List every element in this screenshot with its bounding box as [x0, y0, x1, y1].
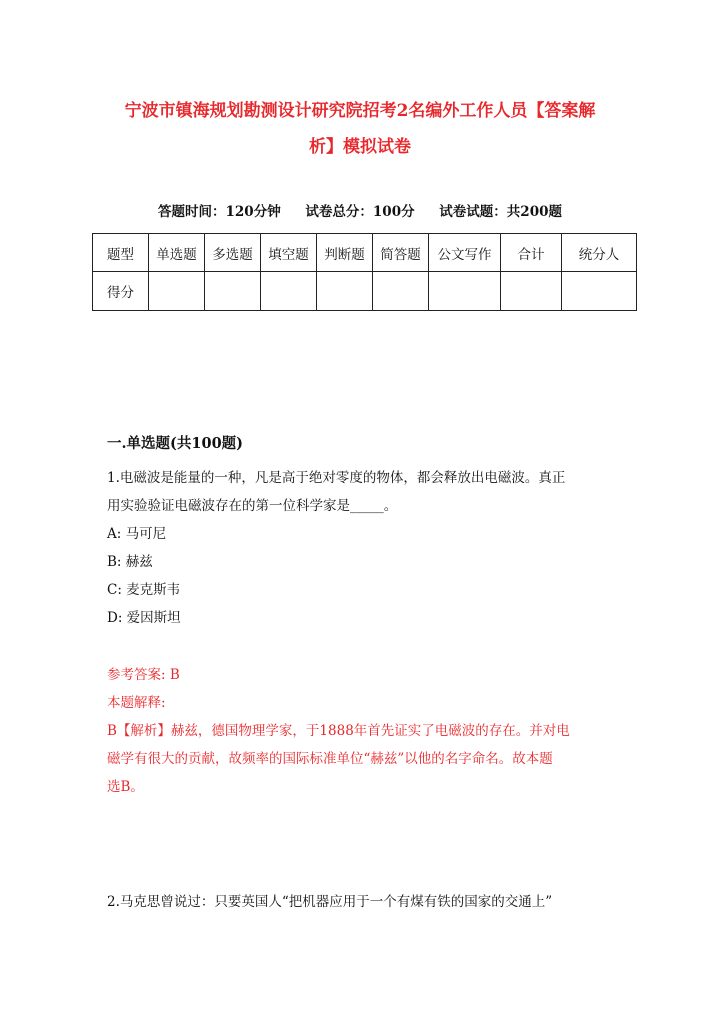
header-cell: 判断题	[317, 234, 373, 272]
header-cell: 简答题	[373, 234, 429, 272]
section-heading: 一.单选题(共100题)	[107, 435, 244, 452]
score-cell	[501, 272, 562, 311]
score-cell	[149, 272, 205, 311]
header-cell: 合计	[501, 234, 562, 272]
exam-score: 试卷总分：100分	[305, 204, 415, 220]
row-label: 得分	[93, 272, 149, 311]
question-1-text: 用实验验证电磁波存在的第一位科学家是_____。	[107, 498, 398, 514]
question-2-text: 2.马克思曾说过：只要英国人“把机器应用于一个有煤有铁的国家的交通上”	[107, 894, 553, 910]
score-cell	[562, 272, 637, 311]
question-1-text: 1.电磁波是能量的一种，凡是高于绝对零度的物体，都会释放出电磁波。真正	[107, 470, 566, 486]
score-cell	[373, 272, 429, 311]
table-score-row	[93, 272, 637, 311]
header-cell: 多选题	[205, 234, 261, 272]
header-cell: 统分人	[562, 234, 637, 272]
option-a: A: 马可尼	[107, 526, 167, 542]
exam-count: 试卷试题：共200题	[439, 204, 562, 220]
doc-title-line2: 析】模拟试卷	[309, 137, 411, 157]
explain-text: B【解析】赫兹，德国物理学家，于1888年首先证实了电磁波的存在。并对电	[107, 723, 570, 739]
explain-text: 选B。	[107, 779, 144, 795]
table-header-row	[93, 234, 637, 272]
header-cell: 公文写作	[429, 234, 501, 272]
doc-title-line1: 宁波市镇海规划勘测设计研究院招考2名编外工作人员【答案解	[124, 101, 596, 121]
exam-time: 答题时间：120分钟	[158, 204, 281, 220]
score-cell	[261, 272, 317, 311]
exam-meta	[0, 200, 720, 220]
explain-text: 磁学有很大的贡献，故频率的国际标准单位“赫兹”以他的名字命名。故本题	[107, 751, 553, 767]
header-cell: 题型	[93, 234, 149, 272]
header-cell: 单选题	[149, 234, 205, 272]
answer: 参考答案: B	[107, 667, 180, 683]
explain-label: 本题解释:	[107, 695, 166, 711]
option-c: C: 麦克斯韦	[107, 582, 181, 598]
option-b: B: 赫兹	[107, 554, 153, 570]
option-d: D: 爱因斯坦	[107, 610, 181, 626]
score-cell	[205, 272, 261, 311]
header-cell: 填空题	[261, 234, 317, 272]
score-table	[92, 233, 637, 311]
score-cell	[317, 272, 373, 311]
score-cell	[429, 272, 501, 311]
